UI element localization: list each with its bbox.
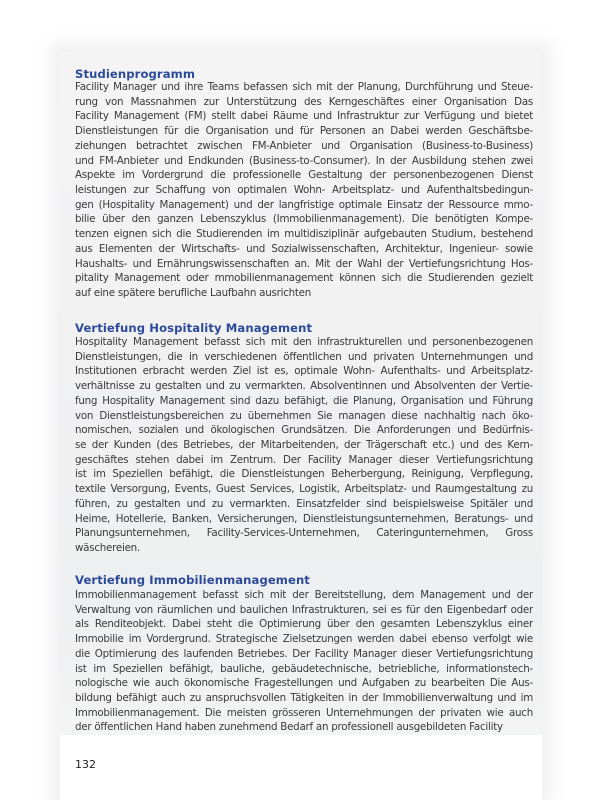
text-line: auf eine spätere berufliche Laufbahn ausrichten [75, 287, 312, 300]
text-line: und FM-Anbieter und Endkunden (Business-to-Consumer). In der Ausbildung stehen zwei [75, 154, 533, 167]
text-line: Dienstleistungen, die in verschiedenen öffentlichen und privaten Unternehmungen und [75, 350, 533, 363]
text-line: textile Versorgung, Events, Guest Services, Logistik, Arbeitsplatz- und Raumgestaltung zu [75, 483, 533, 496]
text-line: Immobilienmanagement. Die meisten grösseren Unternehmungen der privaten wie auch [75, 706, 533, 719]
text-line: von Dienstleistungsbereichen zu übernehmen Sie managen diese nachhaltig nach öko- [75, 409, 533, 422]
page-number: 132 [75, 758, 96, 771]
text-line: ist im Speziellen befähigt, die Dienstleistungen Beherbergung, Reinigung, Verpflegung, [75, 468, 533, 481]
text-line: Dienstleistungen für die Organisation und für Personen an Dabei werden Geschäftsbe- [75, 125, 533, 138]
text-line: der öffentlichen Hand haben zunehmend Bedarf an professionell ausgebildeten Facility [75, 721, 503, 734]
text-line: pitality Management oder mmobilienmanagement können sich die Studierenden gezielt [75, 272, 533, 285]
text-line: rung von Massnahmen zur Unterstützung des Kerngeschäftes einer Organisation Das [75, 95, 533, 108]
text-line: verhältnisse zu gestalten und zu vermarkten. Absolventinnen und Absolventen der Vertie- [75, 380, 533, 393]
section-body-studienprogramm [75, 80, 533, 301]
text-line: bilie über den ganzen Lebenszyklus (Immobilienmanagement). Die benötigten Kompe- [75, 213, 533, 226]
text-line: fung Hospitality Management sind dazu befähigt, die Planung, Organisation und Führung [75, 394, 533, 407]
text-line: die Optimierung des laufenden Betriebes. Der Facility Manager dieser Vertiefungsrichtung [75, 647, 533, 660]
text-line: leistungen zur Schaffung von optimalen Wohn- Arbeitsplatz- und Aufenthaltsbedingun- [75, 184, 533, 197]
text-line: ist im Speziellen befähigt, bauliche, gebäudetechnische, betriebliche, informationstech- [75, 662, 533, 675]
text-line: bildung befähigt auch zu anspruchsvollen Tätigkeiten in der Immobilienverwaltung und im [75, 692, 533, 705]
text-line: tenzen eignen sich die Studierenden im multidisziplinär aufgebauten Studium, bestehend [75, 228, 533, 241]
text-line: wäschereien. [75, 542, 140, 555]
text-line: gen (Hospitality Management) und der langfristige optimale Einsatz der Ressource mmo- [75, 198, 533, 211]
text-line: nomischen, sozialen und ökologischen Grundsätzen. Die Anforderungen und Bedürfnis- [75, 424, 533, 437]
section-heading-immobilien: Vertiefung Immobilienmanagement [75, 573, 310, 587]
text-line: Verwaltung von räumlichen und baulichen Infrastrukturen, sei es für den Eigenbedarf oder [75, 603, 533, 616]
text-line: Immobilie im Vordergrund. Strategische Zielsetzungen werden dabei ebenso verfolgt wie [75, 633, 533, 646]
text-line: ziehungen betrachtet zwischen FM-Anbieter und Organisation (Business-to-Business) [75, 139, 533, 152]
text-line: nologische wie auch ökonomische Fragestellungen und Aufgaben zu bearbeiten Die Aus- [75, 677, 533, 690]
section-heading-hospitality: Vertiefung Hospitality Management [75, 321, 313, 335]
text-line: Heime, Hotellerie, Banken, Versicherungen, Dienstleistungsunternehmen, Beratungs- und [75, 512, 533, 525]
page-bottom-margin [60, 735, 542, 800]
text-line: Haushalts- und Ernährungswissenschaften an. Mit der Wahl der Vertiefungsrichtung Hos- [75, 257, 533, 270]
text-line: Facility Manager und ihre Teams befassen sich mit der Planung, Durchführung und Steue- [75, 81, 533, 93]
text-line: Immobilienmanagement befasst sich mit der Bereitstellung, dem Management und der [75, 589, 533, 601]
section-body-hospitality [75, 335, 533, 556]
text-line: Hospitality Management befasst sich mit den infrastrukturellen und personenbezogenen [75, 336, 533, 348]
text-line: Institutionen erbracht werden Ziel ist es, optimale Wohn- Aufenthalts- und Arbeitsplatz- [75, 365, 533, 378]
section-body-immobilien [75, 588, 533, 735]
text-line: führen, zu gestalten und zu vermarkten. Einsatzfelder sind beispielsweise Spitäler und [75, 497, 533, 510]
text-line: se der Kunden (des Betriebes, der Mitarbeitenden, der Trägerschaft etc.) und des Kern- [75, 439, 533, 452]
text-line: Aspekte im Vordergrund die professionelle Gestaltung der personenbezogenen Dienst [75, 169, 533, 182]
text-line: als Renditeobjekt. Dabei steht die Optimierung über den gesamten Lebenszyklus einer [75, 618, 533, 631]
section-heading-studienprogramm: Studienprogramm [75, 67, 196, 81]
text-line: Planungsunternehmen, Facility-Services-Unternehmen, Cateringunternehmen, Gross [75, 527, 533, 540]
text-line: Facility Management (FM) stellt dabei Räume und Infrastruktur zur Verfügung und bietet [75, 110, 533, 123]
text-line: aus Elementen der Wirtschafts- und Sozialwissenschaften, Architektur, Ingenieur- sowie [75, 242, 533, 255]
text-line: geschäftes stehen dabei im Zentrum. Der Facility Manager dieser Vertiefungsrichtung [75, 453, 533, 466]
